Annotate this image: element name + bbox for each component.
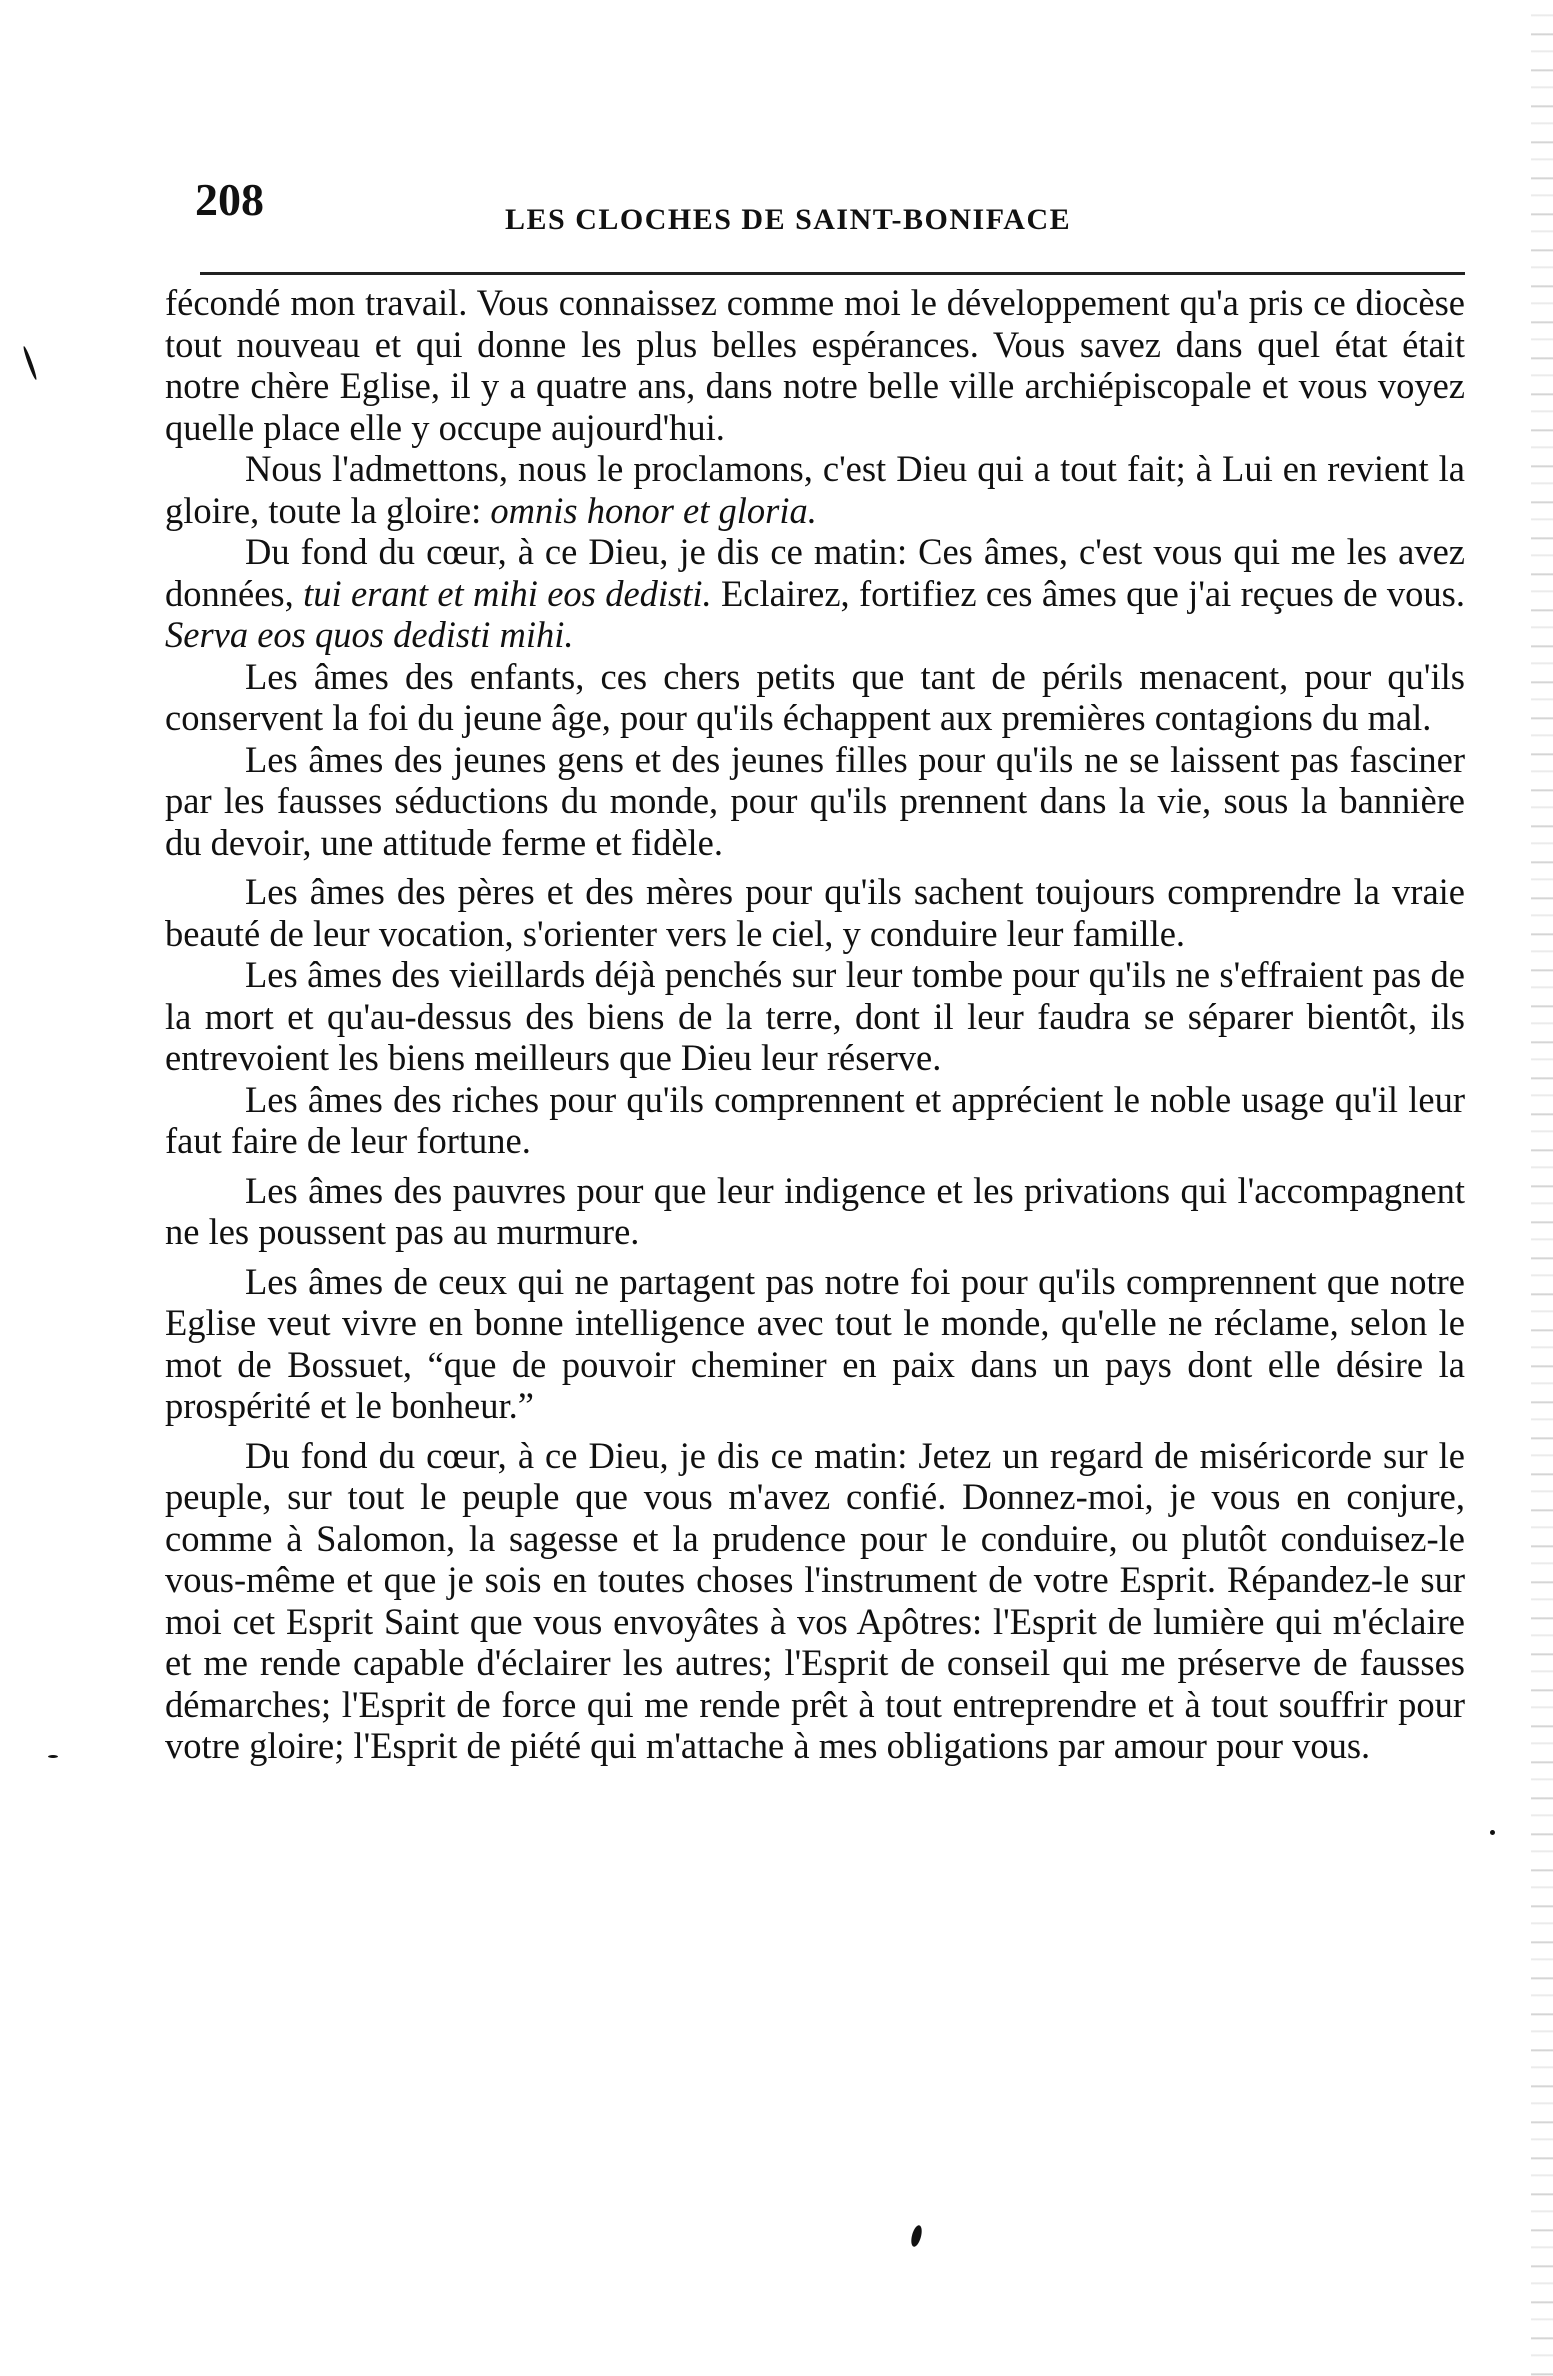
paragraph-parents: Les âmes des pères et des mères pour qu'ils sachent toujours comprendre la vraie beauté de leur vocation, s'orienter vers le ciel, y conduire leur famille. xyxy=(165,871,1465,954)
latin-quote: omnis honor et gloria. xyxy=(490,489,817,531)
running-title: LES CLOCHES DE SAINT-BONIFACE xyxy=(505,203,1072,236)
ink-speck xyxy=(22,345,38,380)
paragraph-continuation: fécondé mon travail. Vous connaissez comme moi le développement qu'a pris ce diocèse tout nouveau et qui donne les plus belles espérances. Vous savez dans quel état était notre chère Eglise, il y a quatre ans, dans notre belle ville archiépiscopale et vous voyez quelle place elle y occupe aujourd'hui. xyxy=(165,282,1465,448)
latin-quote: tui erant et mihi eos dedisti. xyxy=(303,572,712,614)
paragraph-final-prayer: Du fond du cœur, à ce Dieu, je dis ce matin: Jetez un regard de miséricorde sur le peuple, sur tout le peuple que vous m'avez confié. Donnez-moi, je vous en conjure, comme à Salomon, la sagesse et la prudence pour le conduire, ou plutôt conduisez-le vous-même et que je sois en toutes choses l'instrument de votre Esprit. Répandez-le sur moi cet Esprit Saint que vous envoyâtes à vos Apôtres: l'Esprit de lumière qui m'éclaire et me rende capable d'éclairer les autres; l'Esprit de conseil qui me préserve de fausses démarches; l'Esprit de force qui me rende prêt à tout entreprendre et à tout souffrir pour votre gloire; l'Esprit de piété qui m'attache à mes obligations par amour pour vous. xyxy=(165,1434,1465,1766)
paragraph-rich: Les âmes des riches pour qu'ils comprennent et apprécient le noble usage qu'il leur faut faire de leur fortune. xyxy=(165,1078,1465,1161)
paragraph-prayer xyxy=(165,531,1465,656)
paragraph-text: Du fond du cœur, à ce Dieu, je dis ce matin: Ces âmes, c'est vous qui me les avez données, xyxy=(165,531,1465,614)
paragraph-youth: Les âmes des jeunes gens et des jeunes filles pour qu'ils ne se laissent pas fasciner par les fausses séductions du monde, pour qu'ils prennent dans la vie, sous la bannière du devoir, une attitude ferme et fidèle. xyxy=(165,738,1465,863)
paragraph-gloria xyxy=(165,448,1465,531)
header-rule xyxy=(200,272,1465,275)
scan-edge xyxy=(1531,0,1553,2376)
page-number: 208 xyxy=(195,174,264,225)
ink-speck xyxy=(48,1755,58,1758)
ink-speck xyxy=(909,2224,923,2248)
paragraph-non-believers: Les âmes de ceux qui ne partagent pas notre foi pour qu'ils comprennent que notre Eglise veut vivre en bonne intelligence avec tout le monde, qu'elle ne réclame, selon le mot de Bossuet, “que de pouvoir cheminer en paix dans un pays dont elle désire la prospérité et le bonheur.” xyxy=(165,1260,1465,1426)
ink-speck xyxy=(1490,1830,1495,1835)
paragraph-poor: Les âmes des pauvres pour que leur indigence et les privations qui l'accompagnent ne les poussent pas au murmure. xyxy=(165,1169,1465,1252)
page-header xyxy=(195,165,1425,235)
paragraph-children: Les âmes des enfants, ces chers petits que tant de périls menacent, pour qu'ils conservent la foi du jeune âge, pour qu'ils échappent aux premières contagions du mal. xyxy=(165,655,1465,738)
latin-quote: Serva eos quos dedisti mihi. xyxy=(165,614,574,655)
paragraph-text: Eclairez, fortifiez ces âmes que j'ai reçues de vous. xyxy=(711,572,1465,614)
paragraph-elderly: Les âmes des vieillards déjà penchés sur leur tombe pour qu'ils ne s'effraient pas de la mort et qu'au-dessus des biens de la terre, dont il leur faudra se séparer bientôt, ils entrevoient les biens meilleurs que Dieu leur réserve. xyxy=(165,954,1465,1078)
paragraph-text: Nous l'admettons, nous le proclamons, c'est Dieu qui a tout fait; à Lui en revient la gloire, toute la gloire: xyxy=(165,448,1465,531)
body-text xyxy=(165,282,1465,1767)
